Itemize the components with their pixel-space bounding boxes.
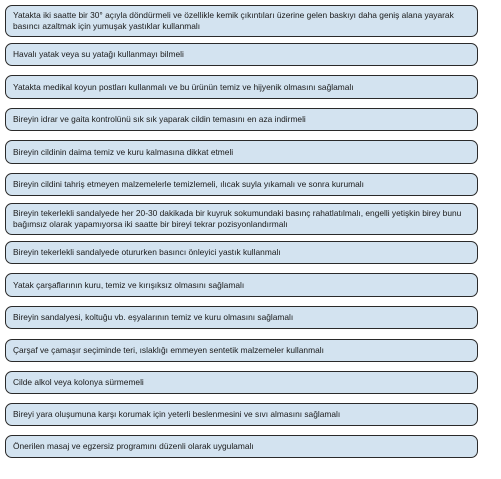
recommendation-text: Bireyin idrar ve gaita kontrolünü sık sık yaparak cildin temasını en aza indirmeli — [13, 114, 306, 124]
recommendation-box-2 — [5, 43, 478, 66]
recommendation-text: Bireyi yara oluşumuna karşı korumak için yeterli beslenmesini ve sıvı almasını sağlamalı — [13, 409, 341, 419]
recommendation-box-3 — [5, 75, 478, 99]
recommendation-text: Bireyin tekerlekli sandalyede her 20-30 dakikada bir kuyruk sokumundaki basınç rahatlatılmalı, engelli yetişkin birey bunu bağımsız olarak yapamıyorsa iki saatte bir bireyi tekrar pozisyonlandırmalı — [13, 208, 462, 229]
recommendation-text: Bireyin cildini tahriş etmeyen malzemelerle temizlemeli, ılıcak suyla yıkamalı ve sonra kurumalı — [13, 179, 364, 189]
recommendation-text: Bireyin tekerlekli sandalyede otururken basıncı önleyici yastık kullanmalı — [13, 247, 281, 257]
recommendation-box-6 — [5, 173, 478, 196]
recommendation-box-5 — [5, 140, 478, 164]
recommendation-box-13 — [5, 403, 478, 426]
recommendation-text: Yatakta iki saatte bir 30° açıyla döndürmeli ve özellikle kemik çıkıntıları üzerine gelen baskıyı daha geniş alana yayarak basıncı azaltmak için yumuşak yastıklar kullanmalı — [13, 10, 454, 31]
recommendation-text: Bireyin cildinin daima temiz ve kuru kalmasına dikkat etmeli — [13, 146, 234, 157]
recommendation-box-12 — [5, 371, 478, 394]
recommendation-text: Cilde alkol veya kolonya sürmemeli — [13, 377, 144, 387]
recommendation-text: Havalı yatak veya su yatağı kullanmayı bilmeli — [13, 49, 184, 59]
recommendation-box-10 — [5, 306, 478, 329]
recommendation-text: Çarşaf ve çamaşır seçiminde teri, ıslaklığı emmeyen sentetik malzemeler kullanmalı — [13, 345, 324, 355]
recommendation-text: Bireyin sandalyesi, koltuğu vb. eşyalarının temiz ve kuru olmasını sağlamalı — [13, 312, 294, 322]
recommendation-box-11 — [5, 339, 478, 362]
recommendation-text: Yatakta medikal koyun postları kullanmalı ve bu ürünün temiz ve hijyenik olmasını sağlamalı — [13, 81, 354, 92]
recommendation-box-9 — [5, 273, 478, 297]
recommendation-text: Yatak çarşaflarının kuru, temiz ve kırışıksız olmasını sağlamalı — [13, 279, 245, 290]
recommendation-text: Önerilen masaj ve egzersiz programını düzenli olarak uygulamalı — [13, 441, 254, 451]
recommendation-box-7 — [5, 203, 478, 235]
recommendation-box-4 — [5, 108, 478, 131]
recommendation-box-14 — [5, 435, 478, 458]
recommendation-box-1 — [5, 5, 478, 37]
care-recommendations-list — [5, 5, 478, 458]
recommendation-box-8 — [5, 241, 478, 264]
